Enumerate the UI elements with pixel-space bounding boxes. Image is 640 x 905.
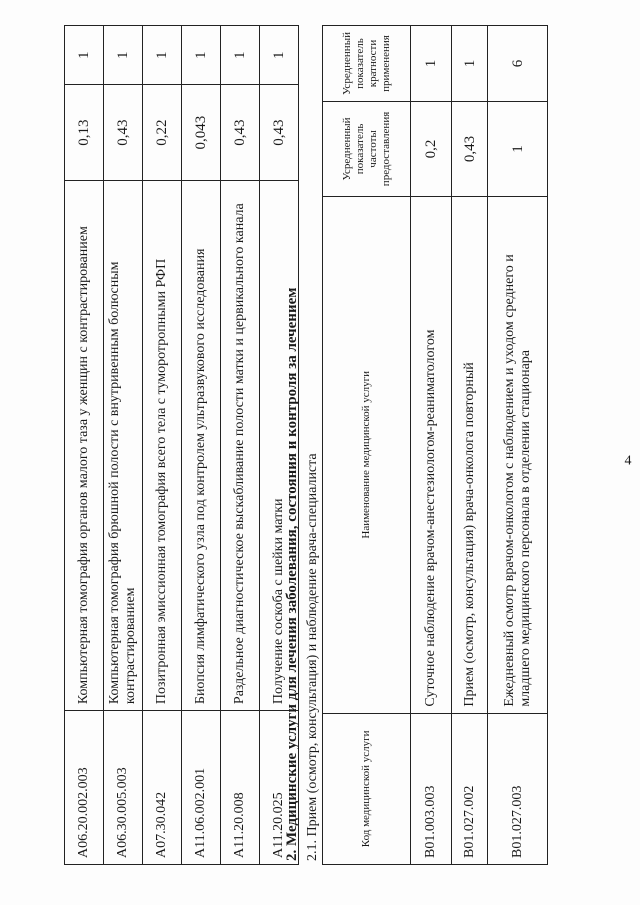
column-header-multiplicity: Усредненный показатель кратности применения (323, 26, 411, 102)
service-code: A06.30.005.003 (104, 711, 143, 865)
frequency-value: 0,22 (143, 85, 182, 181)
table-row (488, 26, 548, 865)
service-name: Позитронная эмиссионная томография всего тела с туморотропными РФП (143, 180, 182, 710)
service-name: Получение соскоба с шейки матки (260, 180, 299, 710)
table-row (65, 26, 104, 865)
multiplicity-value: 1 (182, 26, 221, 85)
table-row (411, 26, 452, 865)
frequency-value: 0,43 (452, 102, 488, 197)
subsection-heading: 2.1. Прием (осмотр, консультация) и наблюдение врача-специалиста (305, 453, 320, 861)
frequency-value: 0,2 (411, 102, 452, 197)
service-code: A11.06.002.001 (182, 711, 221, 865)
services-table-continued (64, 25, 299, 865)
frequency-value: 0,043 (182, 85, 221, 181)
service-name: Компьютерная томография органов малого таза у женщин с контрастированием (65, 180, 104, 710)
frequency-value: 0,43 (260, 85, 299, 181)
frequency-value: 1 (488, 102, 548, 197)
multiplicity-value: 1 (260, 26, 299, 85)
multiplicity-value: 6 (488, 26, 548, 102)
service-name: Раздельное диагностическое выскабливание полости матки и цервикального канала (221, 180, 260, 710)
service-name: Компьютерная томография брюшной полости с внутривенным болюсным контрастированием (104, 180, 143, 710)
service-name: Суточное наблюдение врачом-анестезиологом-реаниматологом (411, 196, 452, 713)
column-header-frequency: Усредненный показатель частоты предоставления (323, 102, 411, 197)
table-row (104, 26, 143, 865)
service-code: A11.20.025 (260, 711, 299, 865)
multiplicity-value: 1 (221, 26, 260, 85)
service-code: A07.30.042 (143, 711, 182, 865)
frequency-value: 0,43 (221, 85, 260, 181)
service-code: A11.20.008 (221, 711, 260, 865)
multiplicity-value: 1 (411, 26, 452, 102)
multiplicity-value: 1 (65, 26, 104, 85)
service-name: Прием (осмотр, консультация) врача-онколога повторный (452, 196, 488, 713)
multiplicity-value: 1 (452, 26, 488, 102)
specialist-services-table (322, 25, 548, 865)
page-number: 4 (624, 453, 632, 469)
service-code: B01.027.003 (488, 713, 548, 864)
column-header-code: Код медицинской услуги (323, 713, 411, 864)
service-code: A06.20.002.003 (65, 711, 104, 865)
table-row (143, 26, 182, 865)
multiplicity-value: 1 (104, 26, 143, 85)
frequency-value: 0,43 (104, 85, 143, 181)
service-code: B01.003.003 (411, 713, 452, 864)
table-row (221, 26, 260, 865)
multiplicity-value: 1 (143, 26, 182, 85)
frequency-value: 0,13 (65, 85, 104, 181)
table-row (182, 26, 221, 865)
section-heading: 2. Медицинские услуги для лечения заболевания, состояния и контроля за лечением (284, 287, 300, 861)
table-header-row (323, 26, 411, 865)
column-header-name: Наименование медицинской услуги (323, 196, 411, 713)
service-name: Биопсия лимфатического узла под контролем ультразвукового исследования (182, 180, 221, 710)
service-name: Ежедневный осмотр врачом-онкологом с наблюдением и уходом среднего и младшего медицинского персонала в отделении стационара (488, 196, 548, 713)
service-code: B01.027.002 (452, 713, 488, 864)
table-row (452, 26, 488, 865)
